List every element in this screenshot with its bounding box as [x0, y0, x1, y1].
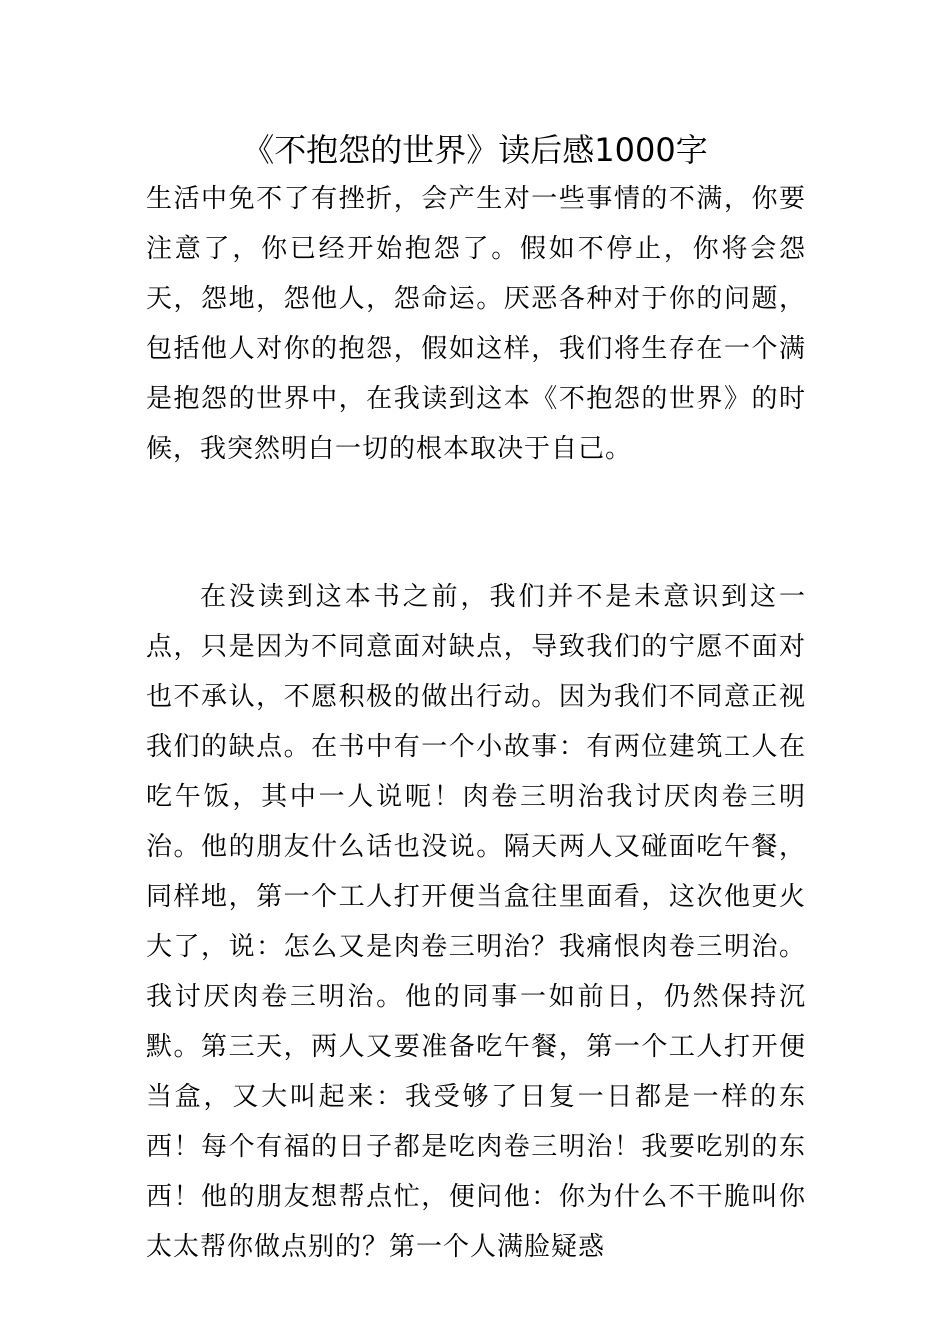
paragraph-intro: 生活中免不了有挫折，会产生对一些事情的不满，你要注意了，你已经开始抱怨了。假如不停止，你将会怨天，怨地，怨他人，怨命运。厌恶各种对于你的问题，包括他人对你的抱怨，假如这样，我们将生存在一个满是抱怨的世界中，在我读到这本《不抱怨的世界》的时候，我突然明白一切的根本取决于自己。 [146, 184, 806, 464]
document-title: 《不抱怨的世界》读后感1000字 [242, 131, 708, 169]
paragraph-story: 在没读到这本书之前，我们并不是未意识到这一点，只是因为不同意面对缺点，导致我们的宁愿不面对也不承认，不愿积极的做出行动。因为我们不同意正视我们的缺点。在书中有一个小故事：有两位建筑工人在吃午饭，其中一人说呃！肉卷三明治我讨厌肉卷三明治。他的朋友什么话也没说。隔天两人又碰面吃午餐，同样地，第一个工人打开便当盒往里面看，这次他更火大了，说：怎么又是肉卷三明治？我痛恨肉卷三明治。我讨厌肉卷三明治。他的同事一如前日，仍然保持沉默。第三天，两人又要准备吃午餐，第一个工人打开便当盒，又大叫起来：我受够了日复一日都是一样的东西！每个有福的日子都是吃肉卷三明治！我要吃别的东西！他的朋友想帮点忙，便问他：你为什么不干脆叫你太太帮你做点别的？第一个人满脸疑惑 [146, 582, 806, 1262]
